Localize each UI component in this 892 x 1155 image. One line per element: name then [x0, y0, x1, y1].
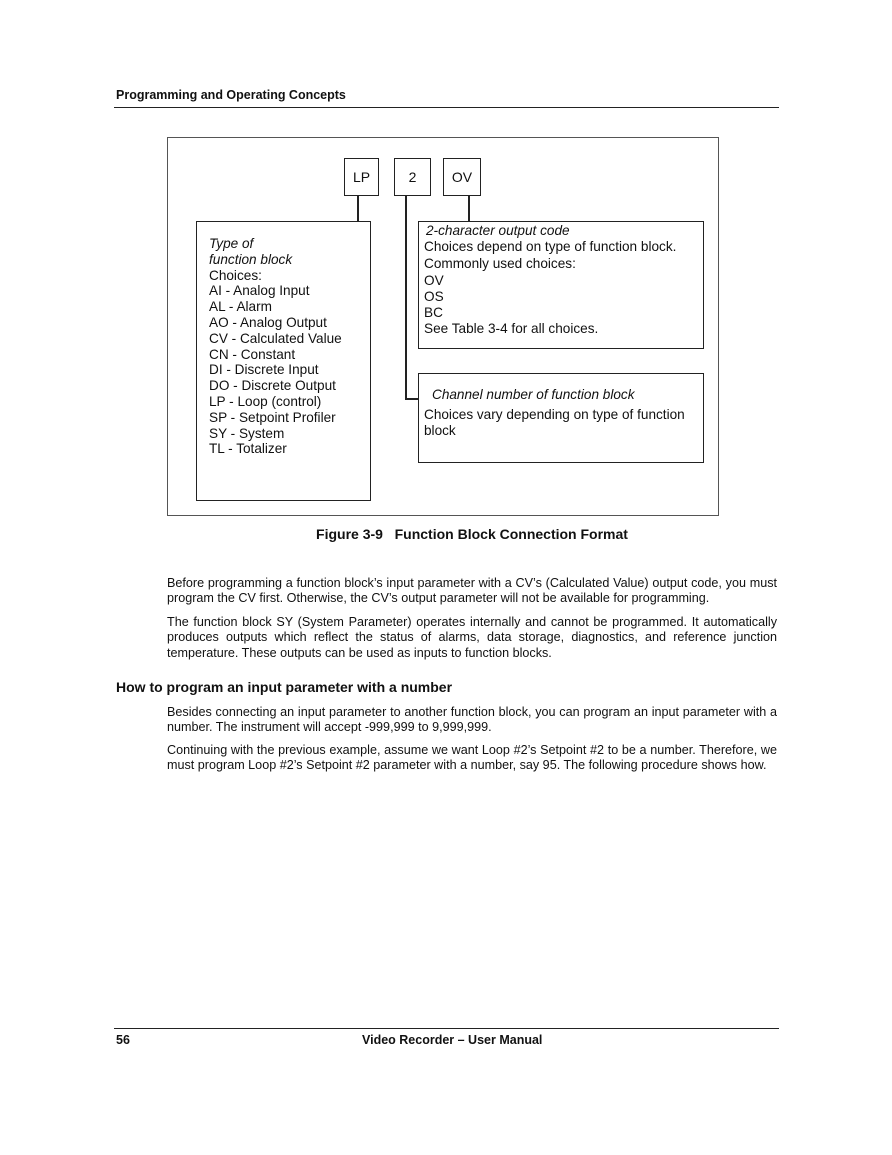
- output-box-title: 2-character output code: [426, 223, 570, 238]
- footer-divider: [114, 1028, 779, 1029]
- paragraph-cv-note: Before programming a function block’s input parameter with a CV’s (Calculated Value) output code, you must program the CV first. Otherwise, the CV’s output parameter will not be available for programming.: [167, 576, 777, 606]
- running-header-title: Programming and Operating Concepts: [116, 88, 346, 102]
- output-choice-item: OV: [424, 273, 444, 288]
- code-box-block-type: LP: [344, 158, 379, 196]
- channel-box-content: [424, 387, 685, 440]
- output-choice-item: BC: [424, 305, 443, 320]
- channel-box-line1: Choices vary depending on type of function: [424, 406, 685, 422]
- header-divider: [114, 107, 779, 108]
- paragraph-number-input: Besides connecting an input parameter to another function block, you can program an input parameter with a number. The instrument will accept -999,999 to 9,999,999.: [167, 705, 777, 735]
- type-choice-item: CV - Calculated Value: [209, 330, 342, 346]
- page-number: 56: [116, 1033, 130, 1047]
- connector-line-output: [468, 196, 470, 222]
- channel-box-line2: block: [424, 423, 456, 438]
- connector-line-channel-vertical: [405, 196, 407, 399]
- type-choice-item: TL - Totalizer: [209, 441, 287, 457]
- type-choice-item: LP - Loop (control): [209, 393, 322, 409]
- output-box-note: See Table 3-4 for all choices.: [424, 321, 599, 336]
- code-box-channel: 2: [394, 158, 431, 196]
- paragraph-example: Continuing with the previous example, assume we want Loop #2’s Setpoint #2 to be a number. Therefore, we must program Loop #2’s Setpoint #2 parameter with a number, say 95. The following procedure shows how.: [167, 743, 777, 773]
- type-choice-item: DI - Discrete Input: [209, 362, 319, 378]
- figure-caption: Figure 3-9 Function Block Connection Format: [316, 526, 628, 542]
- type-choice-item: SY - System: [209, 425, 285, 441]
- footer-manual-title: Video Recorder – User Manual: [362, 1033, 543, 1047]
- connector-line-type: [357, 196, 359, 222]
- code-box-output: OV: [443, 158, 481, 196]
- output-choice-item: OS: [424, 289, 444, 304]
- section-heading: How to program an input parameter with a number: [116, 679, 453, 695]
- connector-line-channel-horizontal: [405, 398, 419, 400]
- paragraph-sy-note: The function block SY (System Parameter) operates internally and cannot be programmed. It automatically produces outputs which reflect the status of alarms, data storage, diagnostics, and reference junction temperature. These outputs can be used as inputs to function blocks.: [167, 615, 777, 660]
- output-box-content: [424, 223, 676, 337]
- type-box-content: [209, 236, 342, 457]
- type-box-title-line1: Type of: [209, 236, 254, 251]
- output-box-line1: Choices depend on type of function block.: [424, 239, 677, 254]
- type-choice-item: DO - Discrete Output: [209, 378, 336, 394]
- type-box-choices-label: Choices:: [209, 267, 262, 283]
- type-choice-item: AL - Alarm: [209, 299, 272, 315]
- type-choice-item: AI - Analog Input: [209, 283, 310, 299]
- type-choice-item: AO - Analog Output: [209, 314, 327, 330]
- channel-box-title: Channel number of function block: [432, 387, 635, 402]
- type-choice-item: CN - Constant: [209, 346, 296, 362]
- type-choice-item: SP - Setpoint Profiler: [209, 409, 336, 425]
- output-box-line2: Commonly used choices:: [424, 256, 576, 271]
- type-box-title-line2: function block: [209, 251, 293, 267]
